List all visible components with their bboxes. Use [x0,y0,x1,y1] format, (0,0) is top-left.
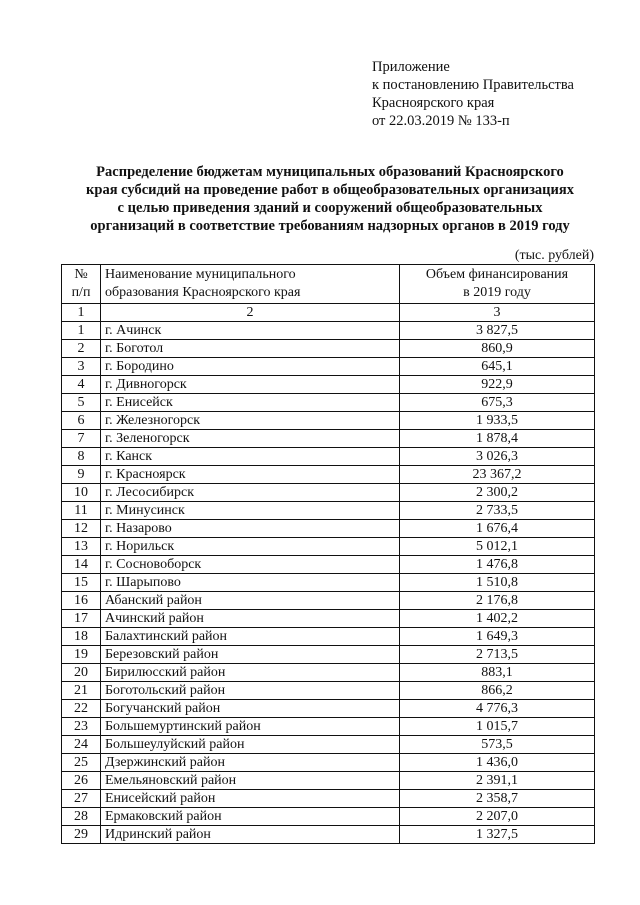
row-number: 7 [62,430,101,448]
row-number: 26 [62,772,101,790]
table-row [62,808,595,826]
row-number: 28 [62,808,101,826]
funding-amount: 1 933,5 [400,412,595,430]
row-number: 10 [62,484,101,502]
table-row [62,412,595,430]
row-number: 6 [62,412,101,430]
municipality-name: Абанский район [101,592,400,610]
appendix-line-2: к постановлению Правительства [372,77,574,93]
municipality-name: Балахтинский район [101,628,400,646]
funding-amount: 1 878,4 [400,430,595,448]
funding-amount: 573,5 [400,736,595,754]
header-name-line-1: Наименование муниципального [105,267,296,282]
column-index: 3 [400,304,595,322]
funding-amount: 645,1 [400,358,595,376]
municipality-name: г. Енисейск [101,394,400,412]
municipality-name: г. Назарово [101,520,400,538]
row-number: 15 [62,574,101,592]
row-number: 20 [62,664,101,682]
row-number: 5 [62,394,101,412]
table-row [62,466,595,484]
row-number: 9 [62,466,101,484]
table-row [62,772,595,790]
header-number [62,265,101,304]
municipality-name: г. Канск [101,448,400,466]
municipality-name: г. Норильск [101,538,400,556]
header-number-line-2: п/п [71,285,91,300]
appendix-line-3: Красноярского края [372,95,495,111]
municipality-name: г. Бородино [101,358,400,376]
row-number: 19 [62,646,101,664]
funding-amount: 1 015,7 [400,718,595,736]
table-row [62,358,595,376]
funding-amount: 1 436,0 [400,754,595,772]
table-row [62,484,595,502]
row-number: 11 [62,502,101,520]
funding-amount: 922,9 [400,376,595,394]
row-number: 16 [62,592,101,610]
funding-table [61,264,595,844]
document-title [60,163,600,235]
row-number: 14 [62,556,101,574]
table-row [62,394,595,412]
municipality-name: г. Ачинск [101,322,400,340]
table-row [62,664,595,682]
table-row [62,322,595,340]
municipality-name: Большеулуйский район [101,736,400,754]
municipality-name: г. Красноярск [101,466,400,484]
funding-amount: 883,1 [400,664,595,682]
title-line-2: края субсидий на проведение работ в общеобразовательных организациях [86,182,574,198]
municipality-name: Богучанский район [101,700,400,718]
municipality-name: Большемуртинский район [101,718,400,736]
row-number: 13 [62,538,101,556]
table-row [62,826,595,844]
municipality-name: г. Лесосибирск [101,484,400,502]
funding-amount: 2 391,1 [400,772,595,790]
funding-amount: 3 827,5 [400,322,595,340]
row-number: 12 [62,520,101,538]
funding-amount: 2 176,8 [400,592,595,610]
table-row [62,646,595,664]
funding-amount: 1 327,5 [400,826,595,844]
table-row [62,628,595,646]
municipality-name: Ачинский район [101,610,400,628]
row-number: 18 [62,628,101,646]
appendix-line-1: Приложение [372,59,450,75]
table-row [62,700,595,718]
funding-amount: 1 402,2 [400,610,595,628]
row-number: 27 [62,790,101,808]
funding-amount: 1 476,8 [400,556,595,574]
municipality-name: г. Сосновоборск [101,556,400,574]
row-number: 22 [62,700,101,718]
appendix-line-4: от 22.03.2019 № 133-п [372,113,510,129]
table-row [62,448,595,466]
funding-amount: 866,2 [400,682,595,700]
row-number: 21 [62,682,101,700]
municipality-name: Идринский район [101,826,400,844]
column-index-row [62,304,595,322]
municipality-name: г. Боготол [101,340,400,358]
row-number: 2 [62,340,101,358]
header-name-line-2: образования Красноярского края [105,285,301,300]
municipality-name: г. Шарыпово [101,574,400,592]
table-row [62,556,595,574]
funding-amount: 4 776,3 [400,700,595,718]
row-number: 1 [62,322,101,340]
table-row [62,718,595,736]
table-row [62,340,595,358]
header-name [101,265,400,304]
title-line-3: с целью приведения зданий и сооружений общеобразовательных [117,200,543,216]
table-row [62,610,595,628]
row-number: 4 [62,376,101,394]
funding-amount: 2 358,7 [400,790,595,808]
municipality-name: Бирилюсский район [101,664,400,682]
municipality-name: г. Зеленогорск [101,430,400,448]
funding-amount: 1 676,4 [400,520,595,538]
municipality-name: Березовский район [101,646,400,664]
column-index: 2 [101,304,400,322]
row-number: 3 [62,358,101,376]
funding-amount: 860,9 [400,340,595,358]
funding-amount: 675,3 [400,394,595,412]
row-number: 23 [62,718,101,736]
municipality-name: г. Железногорск [101,412,400,430]
units-note: (тыс. рублей) [514,248,594,263]
table-row [62,592,595,610]
municipality-name: Боготольский район [101,682,400,700]
header-value-line-2: в 2019 году [463,285,531,300]
municipality-name: Ермаковский район [101,808,400,826]
table-row [62,736,595,754]
municipality-name: г. Дивногорск [101,376,400,394]
municipality-name: Емельяновский район [101,772,400,790]
table-row [62,502,595,520]
row-number: 17 [62,610,101,628]
funding-amount: 1 510,8 [400,574,595,592]
appendix-block [372,58,574,130]
table-row [62,682,595,700]
funding-amount: 2 713,5 [400,646,595,664]
table-body [62,304,595,844]
title-line-4: организаций в соответствие требованиям надзорных органов в 2019 году [90,218,570,234]
funding-amount: 1 649,3 [400,628,595,646]
table-row [62,430,595,448]
table-row [62,574,595,592]
row-number: 24 [62,736,101,754]
municipality-name: Енисейский район [101,790,400,808]
funding-amount: 2 733,5 [400,502,595,520]
funding-amount: 23 367,2 [400,466,595,484]
table-row [62,520,595,538]
table-header-row [62,265,595,304]
funding-amount: 3 026,3 [400,448,595,466]
title-line-1: Распределение бюджетам муниципальных образований Красноярского [96,164,564,180]
table-row [62,754,595,772]
municipality-name: г. Минусинск [101,502,400,520]
row-number: 25 [62,754,101,772]
table-row [62,538,595,556]
header-number-line-1: № [74,267,88,282]
table-row [62,376,595,394]
header-value [400,265,595,304]
header-value-line-1: Объем финансирования [425,267,569,282]
funding-amount: 5 012,1 [400,538,595,556]
funding-amount: 2 300,2 [400,484,595,502]
funding-amount: 2 207,0 [400,808,595,826]
row-number: 29 [62,826,101,844]
column-index: 1 [62,304,101,322]
municipality-name: Дзержинский район [101,754,400,772]
table-row [62,790,595,808]
row-number: 8 [62,448,101,466]
